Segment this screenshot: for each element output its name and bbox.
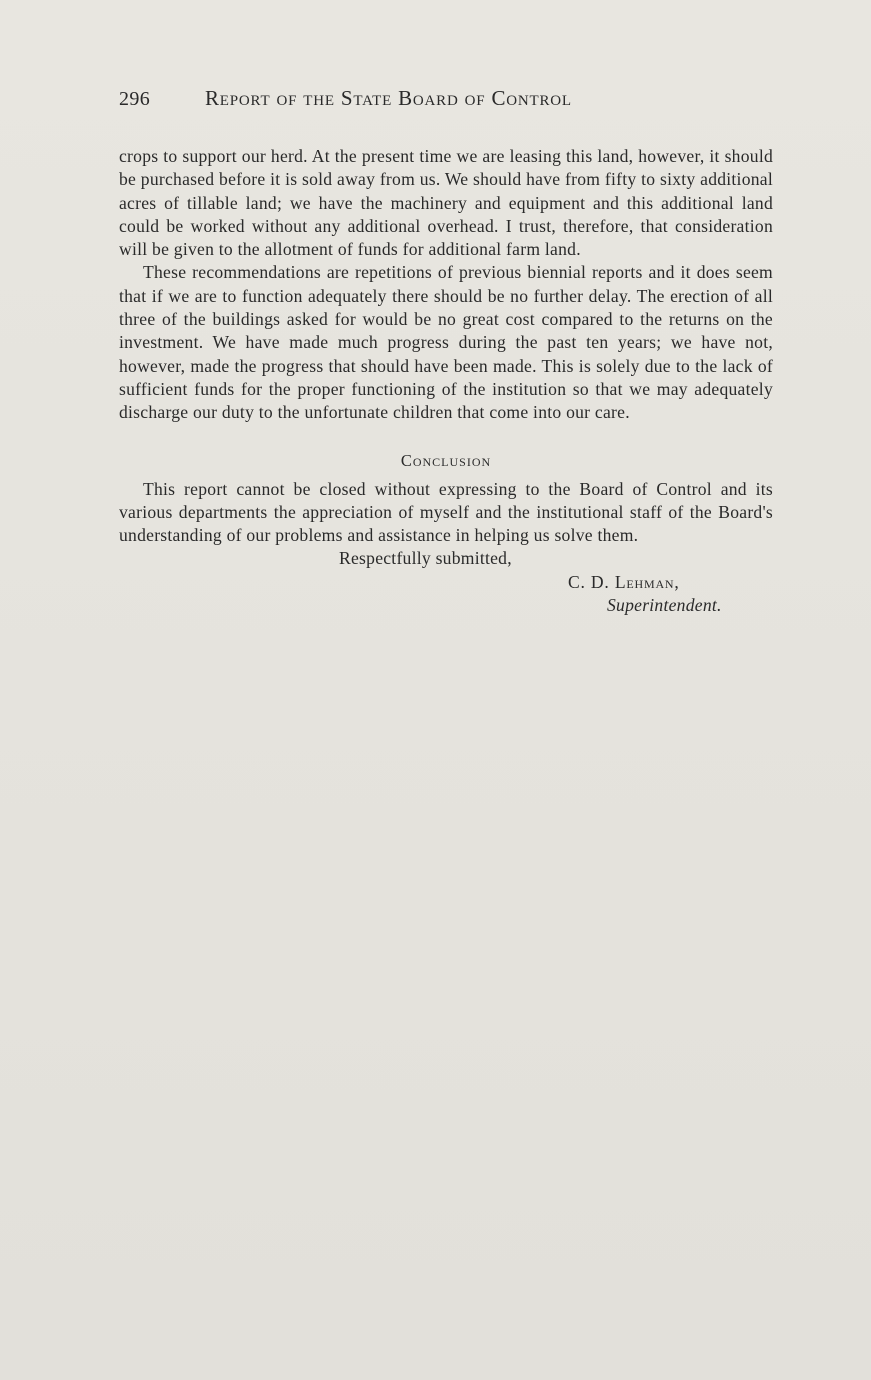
conclusion-body <box>119 478 773 548</box>
page-number: 296 <box>119 88 151 110</box>
paragraph-continued: crops to support our herd. At the present time we are leasing this land, however, it should be purchased before it is sold away from us. We should have from fifty to sixty additional acres of tillable land; we have the machinery and equipment and this additional land could be worked without any additional overhead. I trust, therefore, that consideration will be given to the allotment of funds for additional farm land. <box>119 146 773 260</box>
conclusion-paragraph: This report cannot be closed without expressing to the Board of Control and its various departments the appreciation of myself and the institutional staff of the Board's understanding of our problems and assistance in helping us solve them. <box>119 478 773 546</box>
closing-line: Respectfully submitted, <box>339 548 512 569</box>
conclusion-heading: Conclusion <box>400 450 492 470</box>
signature-name: C. D. Lehman, <box>568 571 680 592</box>
page-header <box>119 86 773 122</box>
closing-block <box>119 547 773 617</box>
page-content <box>119 86 773 617</box>
paragraph-recommendations: These recommendations are repetitions of previous biennial reports and it does seem that if we are to function adequately there should be no further delay. The erection of all three of the buildings asked for would be no great cost compared to the returns on the investment. We have made much progress during the past ten years; we have not, however, made the progress that should have been made. This is solely due to the lack of sufficient funds for the proper functioning of the institution so that we may adequately discharge our duty to the unfortunate children that come into our care. <box>119 262 773 423</box>
running-head: Report of the State Board of Control <box>205 86 572 110</box>
body-text <box>119 145 773 425</box>
signature-title: Superintendent. <box>607 595 722 616</box>
